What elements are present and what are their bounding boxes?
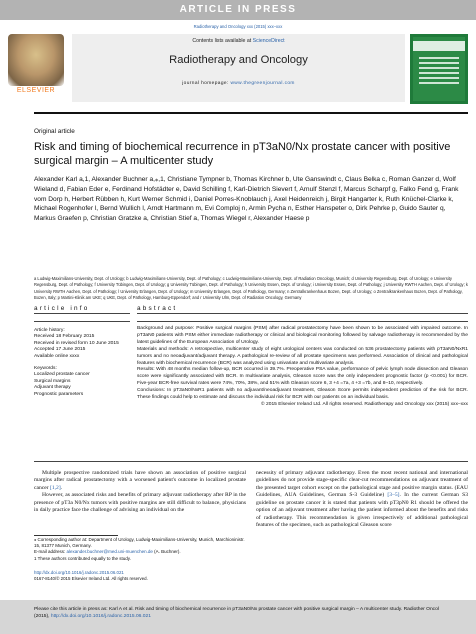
abstract-methods: Materials and methods: A retrospective, multicenter study of eight urological centers was conducted on 536 prostatectomy patients with pT3aN0/NxR1 tumors and no neoadjuvant/adjuvant therapy. A pathological re-review of all prostate specimens was performed. Association of clinical and pathological features with biochemical recurrence (BCR) was analyzed using univariate and multivariate analysis. [137, 346, 468, 366]
citation-text: Please cite this article in press as: Karl A et al. Risk and timing of biochemical recurrence in pT3aN0/Nx prostate cancer with positive surgical margin – A multicenter study. Radiother Oncol (2015), [34, 607, 439, 619]
contents-line [72, 38, 405, 44]
received-date: Received 18 February 2015 [34, 334, 95, 340]
abstract-bottom-rule [34, 461, 468, 462]
cover-band [413, 41, 465, 51]
article-info [34, 328, 130, 398]
abstract-sub-rule [137, 321, 468, 322]
history-label: Article history: [34, 328, 65, 333]
abstract-top-rule [137, 313, 468, 314]
affiliation-list: a Ludwig-Maximilians-University, Dept. of Urology; b Ludwig-Maximilians-University, Dept. of Pathology; c Ludwig-Maximilians-University, Dept. of Radiation Oncology, Munich; d University Regensburg, Dept. of Urology; e University Regensburg, Dept. of Pathology; f University Tübingen, Dept. of Urology; g University Tübingen, Dept. of Pathology; h University Essen, Dept. of Urology; i University Essen, Dept. of Pathology; j University RWTH Aachen, Dept. of Urology; k University RWTH Aachen, Dept. of Pathology; l University Erlangen, Dept. of Urology; m University Erlangen, Dept. of Pathology, Germany; n Zentralkrankenhaus Bozen, Dept. of Urology; o Zentralkrankenhaus Bozen, Dept. of Pathology, Bozen, Italy; p Martini-Klinik am UKE; q UKE, Dept. of Pathology, Hamburg-Eppendorf; and r University Ulm, Dept. of Radiation Oncology, Germany [34, 276, 468, 300]
abstract-results: Results: With 48 months median follow-up, BCR occurred in 39.7%. Preoperative PSA value, performance of pelvic lymph node dissection and Gleason score were significantly associated with BCR. In multivariate analysis, Gleason score was the only independent prognostic factor (p <0.001) for BCR. Five-year BCR-free survival rates were 74%, 70%, 38%, and 51% with Gleason score 6, 3 +4 =7a, 4 +3 =7b, and 8–10, respectively. [137, 367, 468, 387]
keyword-item: Prognostic parameters [34, 391, 84, 397]
info-sub-rule [34, 321, 130, 322]
article-type: Original article [34, 128, 75, 135]
reference-link[interactable]: [1,2] [50, 484, 61, 491]
top-citation-link[interactable]: Radiotherapy and Oncology xxx (2015) xxx–xxx [193, 24, 283, 29]
footnote-rule [34, 535, 118, 536]
journal-title: Radiotherapy and Oncology [169, 54, 308, 66]
cover-image [413, 37, 465, 101]
abstract-body [137, 326, 468, 409]
doi-link[interactable]: http://dx.doi.org/10.1016/j.radonc.2015.06.021 [34, 570, 124, 575]
elsevier-tree-icon [8, 34, 64, 86]
abstract-background: Background and purpose: Positive surgical margins (PSM) after radical prostatectomy have been shown to be associated with impaired outcome. In pT3aN0 patients with PSM either immediate radiotherapy or clinical and biological monitoring followed by salvage radiotherapy is recommended by the latest guidelines of the European Association of Urology. [137, 326, 468, 345]
body-column-right [256, 470, 468, 530]
elsevier-wordmark: ELSEVIER [16, 87, 56, 94]
info-top-rule [34, 313, 130, 314]
cover-lines [419, 57, 459, 59]
journal-cover-thumbnail[interactable] [410, 34, 468, 104]
footnotes [34, 537, 246, 562]
email-link[interactable]: alexander.buchner@med.uni-muenchen.de [66, 549, 153, 555]
homepage-line [72, 81, 405, 86]
article-title: Risk and timing of biochemical recurrence in pT3aN0/Nx prostate cancer with positive surgical margin – A multicenter study [34, 141, 451, 167]
citation-box [0, 600, 476, 634]
body-paragraph: However, as associated risks and benefits of primary adjuvant radiotherapy after RP in the presence of pT3a N0/Nx tumors with positive margins are still difficult to balance, physicians in daily practice face the challenge of advising an individual on the [34, 492, 246, 514]
keyword-item: Localized prostate cancer [34, 372, 90, 378]
contents-prefix: Contents lists available at [192, 38, 253, 44]
abstract-copyright: © 2015 Elsevier Ireland Ltd. All rights reserved. Radiotherapy and Oncology xxx (2015) xxx–xxx [261, 401, 468, 407]
keywords-label: Keywords: [34, 366, 57, 372]
article-info-heading: article info [34, 305, 90, 312]
abstract-heading: abstract [137, 305, 178, 312]
journal-header [72, 34, 405, 102]
keyword-item: Adjuvant therapy [34, 385, 71, 391]
abstract-conclusions: Conclusions: In pT3aN0/NxR1 patients with no adjuvant/neoadjuvant treatment, Gleason Score permits independent prediction of the risk for BCR. These findings could help to estimate and discuss the individual risk for BCR with our patients on an individual basis. [137, 388, 468, 401]
citation-doi-link[interactable]: http://dx.doi.org/10.1016/j.radonc.2015.06.021 [50, 614, 151, 619]
homepage-link[interactable]: www.thegreenjournal.com [230, 81, 295, 86]
header-rule [34, 112, 468, 114]
author-list: Alexander Karl a,1, Alexander Buchner a,⁎,1, Christiane Tympner b, Thomas Kirchner b, Ute Ganswindt c, Claus Belka c, Roman Ganzer d, Wolf Wieland d, Fabian Eder e, Ferdinand Hofstädter e, David Schilling f, Karl-Dietrich Sievert f, Arnulf Stenzl f, Marcus Scharpf g, Falko Fend g, Frank vom Dorp h, Herbert Rübben h, Kurt Werner Schmid i, Daniel Porres-Knoblauch j, Axel Heidenreich j, Birgit Hangarter k, Ruth Knüchel-Clarke k, Michael Rogenhofer l, Bernd Wullich l, Arndt Hartmann m, Evi Comploj n, Armin Pycha n, Esther Hanspeter o, Dirk Pehrke p, Guido Sauter q, Markus Graefen p, Christian Gratzke a, Christian Stief a, Thomas Wiegel r, Alexander Haese p [34, 176, 459, 223]
body-paragraph: Multiple prospective randomized trials have shown an association of positive surgical margins after radical prostatectomy with a worsened patient's outcome in localized prostate cancer [1,2]. [34, 470, 246, 491]
article-in-press-banner: ARTICLE IN PRESS [0, 0, 476, 20]
corresponding-author-note: ⁎ Corresponding author at: Department of Urology, Ludwig-Maximilians-University, Munich, Marchioninistr. 15, 81377 Munich, Germany. [34, 537, 245, 549]
online-date: Available online xxxx [34, 353, 80, 359]
elsevier-logo [4, 34, 68, 106]
doi-block [34, 570, 284, 583]
reference-link[interactable]: [3–5] [387, 492, 400, 499]
issn-line: 0167-8140/© 2015 Elsevier Ireland Ltd. All rights reserved. [34, 576, 148, 582]
homepage-prefix: journal homepage: [182, 81, 231, 86]
sciencedirect-link[interactable]: ScienceDirect [252, 38, 285, 44]
equal-contribution-note: 1 These authors contributed equally to the study. [34, 555, 131, 561]
revised-date: Received in revised form 10 June 2015 [34, 340, 119, 346]
keyword-item: Surgical margins [34, 378, 71, 384]
email-note: E-mail address: alexander.buchner@med.uni-muenchen.de (A. Buchner). [34, 549, 181, 555]
body-paragraph: necessity of primary adjuvant radiotherapy. Even the most recent national and international guidelines do not provide stage-specific clear-cut recommendations on adjuvant treatment of the presented target cohort except on the pathological stage and positive margin status. (EAU Guidelines, AUA Guidelines, German S-3 Guideline) [3–5]. In the current German S3 guideline on prostate cancer it is stated that patients with pT3pN0 R1 should be offered the option of an adjuvant treatment after having the patient informed about the benefits and risks of radiotherapy. This recommendation is given irrespectively of additional pathological features of the specimen, such as pathological Gleason score [256, 470, 468, 529]
body-column-left [34, 470, 246, 515]
accepted-date: Accepted 17 June 2015 [34, 347, 86, 353]
